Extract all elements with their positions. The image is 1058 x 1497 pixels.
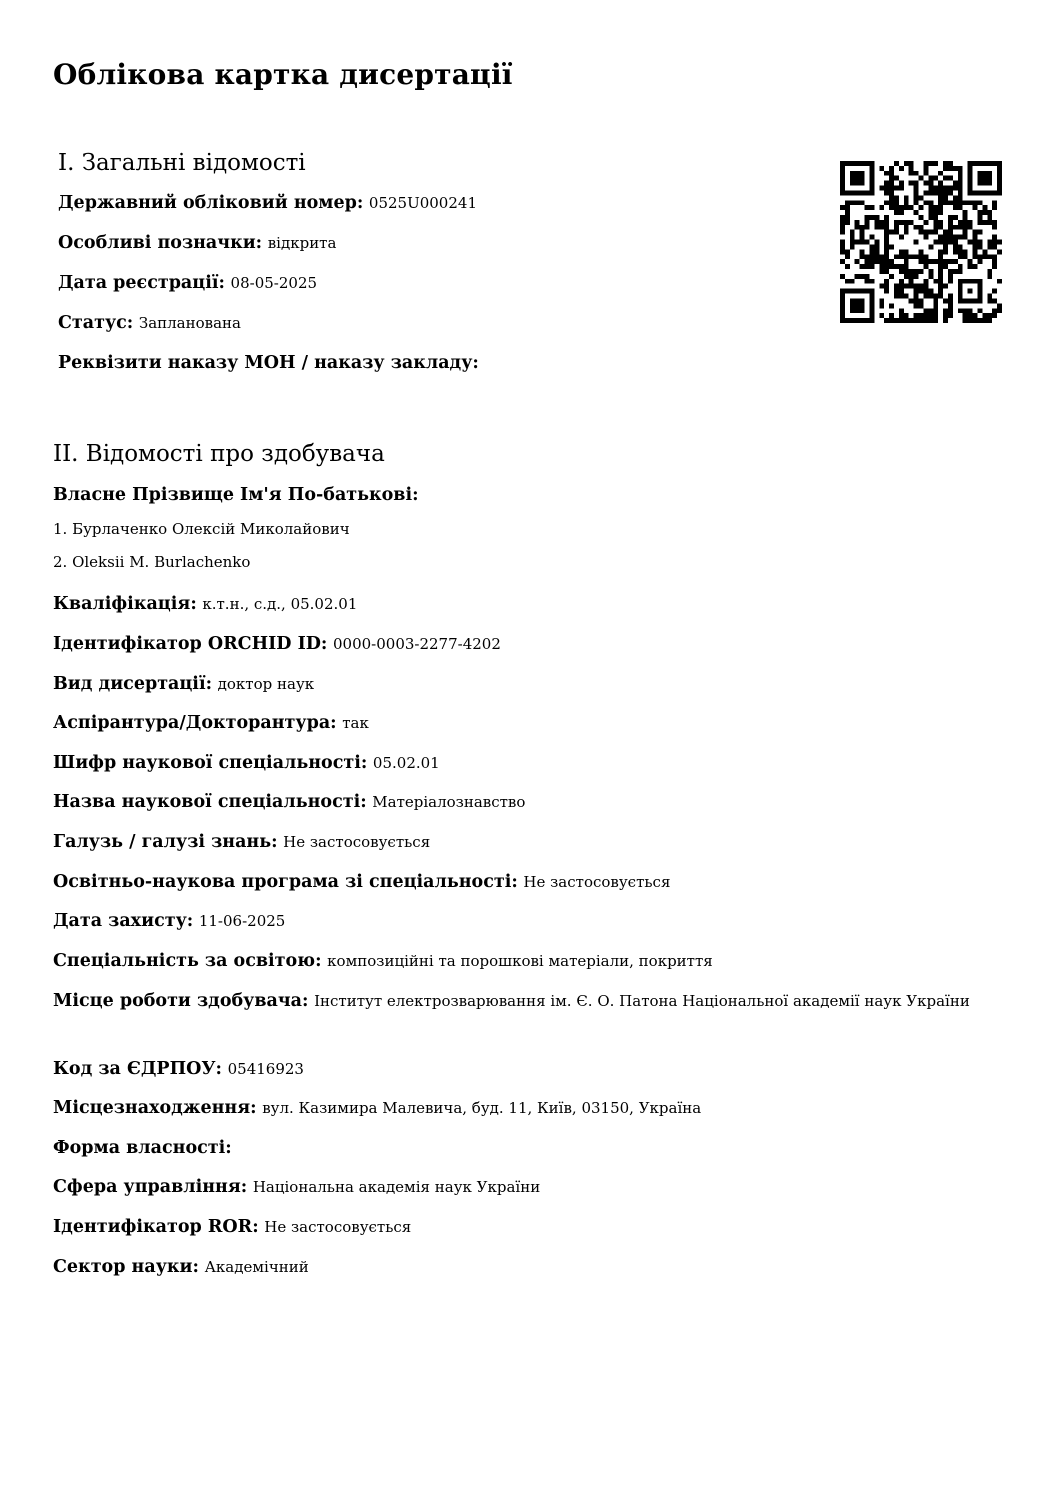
field-science-sector — [53, 1253, 309, 1281]
field-label: Освітньо-наукова програма зі спеціальності: — [53, 872, 518, 892]
field-specialty-name — [53, 788, 525, 816]
field-location — [53, 1094, 701, 1122]
field-value: Інститут електрозварювання ім. Є. О. Патона Національної академії наук України — [314, 992, 970, 1010]
field-value: к.т.н., с.д., 05.02.01 — [202, 595, 358, 613]
field-value: 11-06-2025 — [198, 912, 286, 930]
page-title: Облікова картка дисертації — [53, 58, 513, 91]
field-value: відкрита — [267, 234, 337, 252]
field-knowledge-branch — [53, 828, 430, 856]
field-edrpou-code — [53, 1055, 304, 1083]
field-value: 0000-0003-2277-4202 — [332, 635, 501, 653]
field-state-registration-number — [58, 189, 477, 217]
field-order-details — [58, 349, 479, 377]
qr-code-icon — [840, 161, 1002, 323]
field-label: Місце роботи здобувача: — [53, 991, 309, 1011]
field-label: Ідентифікатор ROR: — [53, 1217, 259, 1237]
field-orcid — [53, 630, 501, 658]
field-special-marks — [58, 229, 336, 257]
field-label: Особливі позначки: — [58, 233, 263, 253]
field-label: Код за ЄДРПОУ: — [53, 1059, 223, 1079]
field-label: Сфера управління: — [53, 1177, 248, 1197]
field-value: так — [342, 714, 369, 732]
field-value: 0525U000241 — [368, 194, 477, 212]
field-value: Матеріалознавство — [372, 793, 526, 811]
field-defense-date — [53, 907, 285, 935]
section-heading-applicant: II. Відомості про здобувача — [53, 441, 385, 467]
field-value: 05416923 — [227, 1060, 304, 1078]
field-value: Запланована — [138, 314, 241, 332]
field-label: Вид дисертації: — [53, 674, 213, 694]
name-line-ukrainian: 1. Бурлаченко Олексій Миколайович — [53, 520, 350, 538]
field-ownership-form — [53, 1134, 232, 1162]
field-qualification — [53, 590, 357, 618]
field-label: Форма власності: — [53, 1138, 232, 1158]
field-specialty-code — [53, 749, 440, 777]
field-label: Власне Прізвище Ім'я По-батькові: — [53, 485, 419, 505]
field-value: вул. Казимира Малевича, буд. 11, Київ, 03150, Україна — [262, 1099, 702, 1117]
field-management-sphere — [53, 1173, 540, 1201]
field-value: Не застосовується — [264, 1218, 412, 1236]
field-value: композиційні та порошкові матеріали, покриття — [327, 952, 713, 970]
field-status — [58, 309, 241, 337]
field-value: Національна академія наук України — [252, 1178, 541, 1196]
name-line-english: 2. Oleksii M. Burlachenko — [53, 553, 251, 571]
field-label: Кваліфікація: — [53, 594, 197, 614]
section-heading-general: I. Загальні відомості — [58, 150, 306, 176]
field-registration-date — [58, 269, 317, 297]
field-label: Шифр наукової спеціальності: — [53, 753, 368, 773]
field-label: Галузь / галузі знань: — [53, 832, 278, 852]
field-education-specialty — [53, 947, 713, 975]
field-label: Спеціальність за освітою: — [53, 951, 322, 971]
field-label: Дата реєстрації: — [58, 273, 225, 293]
field-label: Сектор науки: — [53, 1257, 199, 1277]
field-postgraduate — [53, 709, 369, 737]
field-label: Державний обліковий номер: — [58, 193, 364, 213]
field-educational-program — [53, 868, 670, 896]
field-value: Не застосовується — [283, 833, 431, 851]
field-label: Аспірантура/Докторантура: — [53, 713, 337, 733]
field-label: Назва наукової спеціальності: — [53, 792, 367, 812]
field-label: Реквізити наказу МОН / наказу закладу: — [58, 353, 479, 373]
field-full-name — [53, 481, 419, 509]
field-label: Дата захисту: — [53, 911, 194, 931]
field-workplace — [53, 986, 983, 1016]
field-value: Академічний — [204, 1258, 309, 1276]
field-label: Ідентифікатор ORCHID ID: — [53, 634, 328, 654]
field-value: 08-05-2025 — [230, 274, 318, 292]
field-label: Статус: — [58, 313, 134, 333]
field-value: Не застосовується — [523, 873, 671, 891]
field-value: доктор наук — [217, 675, 315, 693]
field-label: Місцезнаходження: — [53, 1098, 257, 1118]
field-value: 05.02.01 — [372, 754, 440, 772]
field-dissertation-type — [53, 670, 314, 698]
field-ror-id — [53, 1213, 411, 1241]
